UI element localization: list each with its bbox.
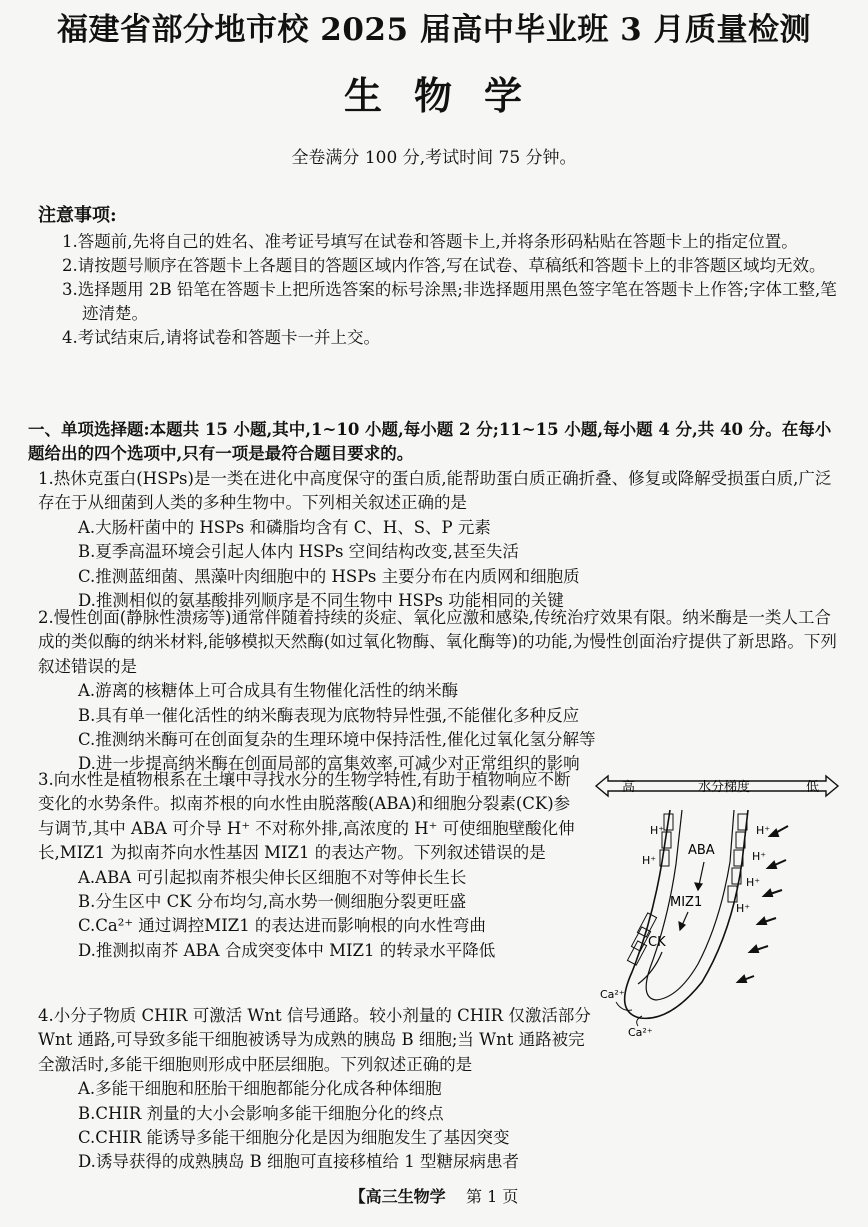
question-3 [38,768,578,963]
question-4 [38,1004,598,1175]
aba-to-miz1-arrow [695,862,704,890]
high-label: 高 [622,780,636,795]
option-b: B.具有单一催化活性的纳米酶表现为底物特异性强,不能催化多种反应 [78,705,580,725]
option-d: D.推测拟南芥 ABA 合成突变体中 MIZ1 的转录水平降低 [78,940,496,960]
low-label: 低 [806,780,820,795]
note-item: 1.答题前,先将自己的姓名、准考证号填写在试卷和答题卡上,并将条形码粘贴在答题卡上的指定位置。 [62,232,798,251]
note-item: 4.考试结束后,请将试卷和答题卡一并上交。 [62,328,380,347]
h-ion-label: H⁺ [650,824,665,837]
option-d: D.诱导获得的成熟胰岛 B 细胞可直接移植给 1 型糖尿病患者 [78,1152,519,1172]
h-ion-label: H⁺ [752,850,767,863]
option-b: B.CHIR 剂量的大小会影响多能干细胞分化的终点 [78,1103,444,1123]
option-a: A.多能干细胞和胚胎干细胞都能分化成各种体细胞 [78,1079,442,1099]
ca-arrows [616,1002,642,1026]
option-c: C.CHIR 能诱导多能干细胞分化是因为细胞发生了基因突变 [78,1128,510,1148]
exam-title: 福建省部分地市校 2025 届高中毕业班 3 月质量检测 [56,12,812,48]
question-stem: 3.向水性是植物根系在土壤中寻找水分的生物学特性,有助于植物响应不断变化的水势条件。拟南芥根的向水性由脱落酸(ABA)和细胞分裂素(CK)参与调节,其中 ABA 可介导 H⁺ 不对称外排,高浓度的 H⁺ 可使细胞壁酸化伸长,MIZ1 为拟南芥向水性基因 MIZ1 的表达产物。下列叙述错误的是 [38,770,575,863]
root-outline [625,810,751,1018]
question-stem: 1.热休克蛋白(HSPs)是一类在进化中高度保守的蛋白质,能帮助蛋白质正确折叠、修复或降解受损蛋白质,广泛存在于从细菌到人类的多种生物中。下列相关叙述正确的是 [38,469,832,513]
ca-ion-label: Ca²⁺ [600,988,625,1001]
note-item: 2.请按题号顺序在答题卡上各题目的答题区域内作答,写在试卷、草稿纸和答题卡上的非答题区域均无效。 [62,256,826,275]
option-a: A.ABA 可引起拟南芥根尖伸长区细胞不对等伸长生长 [78,867,467,887]
h-ion-label: H⁺ [736,902,751,915]
question-1 [38,467,846,613]
ca-ion-label: Ca²⁺ [628,1026,653,1039]
h-ion-label: H⁺ [756,824,771,837]
question-stem: 4.小分子物质 CHIR 可激活 Wnt 信号通路。较小剂量的 CHIR 仅激活部分 Wnt 通路,可导致多能干细胞被诱导为成熟的胰岛 B 细胞;当 Wnt 通路被完全激活时,多能干细胞则形成中胚层细胞。下列叙述正确的是 [38,1006,591,1074]
h-ion-label: H⁺ [642,854,657,867]
question-stem: 2.慢性创面(静脉性溃疡等)通常伴随着持续的炎症、氧化应激和感染,传统治疗效果有限。纳米酶是一类人工合成的类似酶的纳米材料,能够模拟天然酶(如过氧化物酶、氧化酶等)的功能,为慢性创面治疗提供了新思路。下列叙述错误的是 [38,608,837,676]
footer-page-number: 第 1 页 [466,1187,519,1206]
option-b: B.分生区中 CK 分布均匀,高水势一侧细胞分裂更旺盛 [78,892,467,912]
option-c: C.推测蓝细菌、黑藻叶肉细胞中的 HSPs 主要分布在内质网和细胞质 [78,566,580,586]
root-hydrotropism-figure [592,772,842,1040]
option-d: D.推测相似的氨基酸排列顺序是不同生物中 HSPs 功能相同的关键 [78,591,564,611]
miz1-to-ck-arrow [679,912,688,930]
ck-label: CK [648,935,666,950]
note-item: 3.选择题用 2B 铅笔在答题卡上把所选答案的标号涂黑;非选择题用黑色签字笔在答题卡上作答;字体工整,笔迹清楚。 [62,280,837,323]
notes-title: 注意事项: [38,205,117,226]
question-2 [38,606,846,777]
option-a: A.游离的核糖体上可合成具有生物催化活性的纳米酶 [78,681,459,701]
footer-label: 【高三生物学 [349,1187,446,1206]
miz1-label: MIZ1 [670,895,703,910]
aba-label: ABA [688,843,715,858]
h-ion-label: H⁺ [746,876,761,889]
score-time-line: 全卷满分 100 分,考试时间 75 分钟。 [291,148,577,168]
option-a: A.大肠杆菌中的 HSPs 和磷脂均含有 C、H、S、P 元素 [78,517,491,537]
option-d: D.进一步提高纳米酶在创面局部的富集效率,可减少对正常组织的影响 [78,754,580,774]
subject-title: 生物学 [343,73,554,118]
gradient-label: 水分梯度 [698,780,751,795]
page-footer [0,1186,868,1208]
option-b: B.夏季高温环境会引起人体内 HSPs 空间结构改变,甚至失活 [78,542,519,562]
option-c: C.Ca²⁺ 通过调控MIZ1 的表达进而影响根的向水性弯曲 [78,916,486,936]
option-c: C.推测纳米酶可在创面复杂的生理环境中保持活性,催化过氧化氢分解等 [78,730,596,750]
notes-block [38,204,848,350]
section-heading: 一、单项选择题:本题共 15 小题,其中,1~10 小题,每小题 2 分;11~15 小题,每小题 4 分,共 40 分。在每小题给出的四个选项中,只有一项是最符合题目要求的。 [28,420,832,463]
